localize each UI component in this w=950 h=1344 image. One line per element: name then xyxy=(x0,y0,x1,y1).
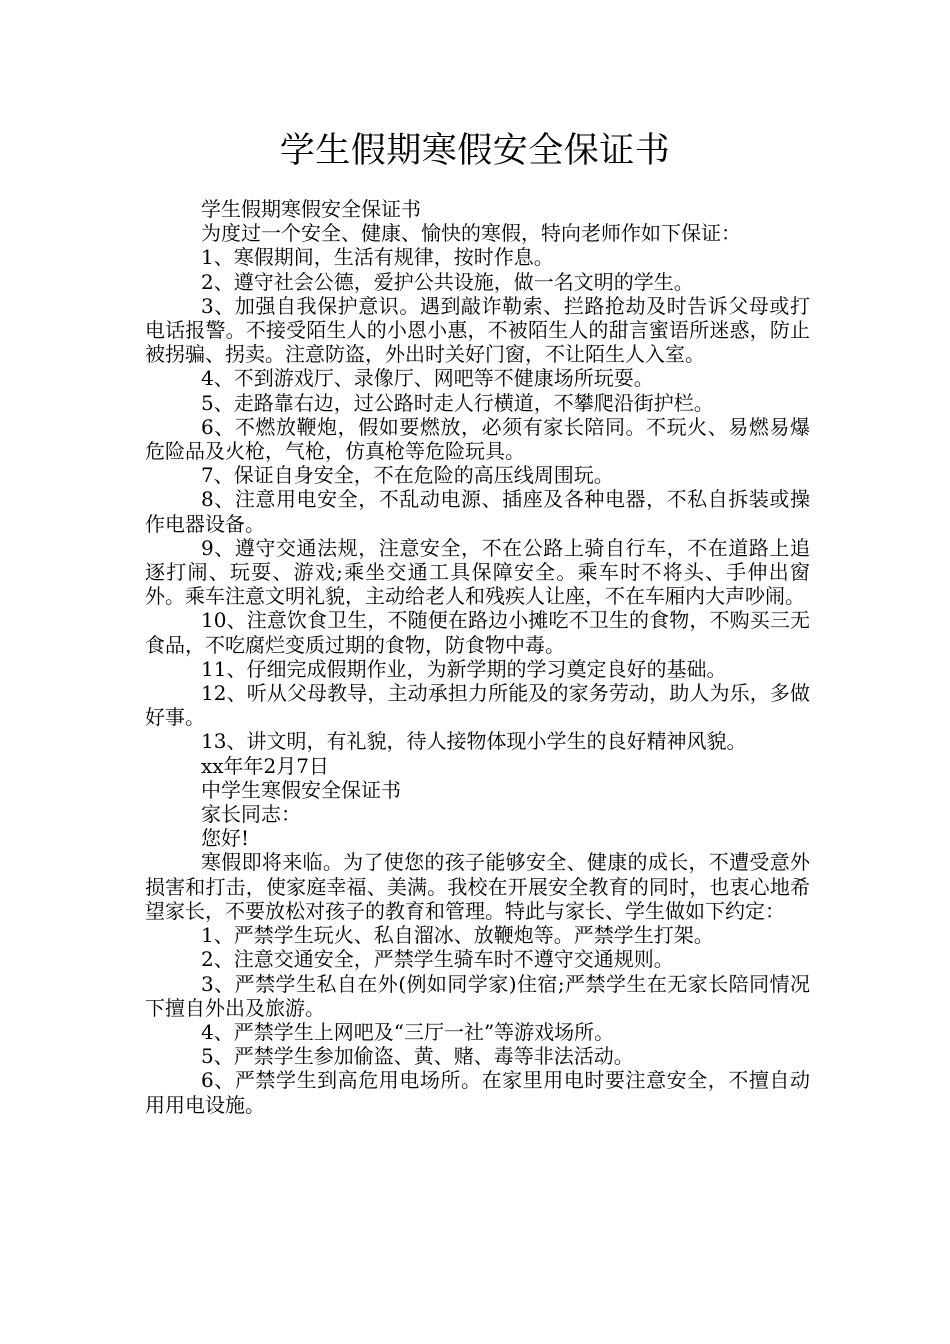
document-body xyxy=(145,197,810,1117)
paragraph: 1、严禁学生玩火、私自溜冰、放鞭炮等。严禁学生打架。 xyxy=(201,923,714,948)
document-title: 学生假期寒假安全保证书 xyxy=(279,131,671,171)
paragraph: 8、注意用电安全，不乱动电源、插座及各种电器，不私自拆装或操作电器设备。 xyxy=(145,487,810,536)
salutation: 家长同志： xyxy=(201,802,301,827)
paragraph: 5、走路靠右边，过公路时走人行横道，不攀爬沿街护栏。 xyxy=(201,390,714,415)
paragraph: 5、严禁学生参加偷盗、黄、赌、毒等非法活动。 xyxy=(201,1044,634,1069)
paragraph: 12、听从父母教导，主动承担力所能及的家务劳动，助人为乐，多做好事。 xyxy=(145,681,810,730)
paragraph: 10、注意饮食卫生，不随便在路边小摊吃不卫生的食物，不购买三无食品，不吃腐烂变质过期的食物，防食物中毒。 xyxy=(145,608,810,657)
paragraph: 1、寒假期间，生活有规律，按时作息。 xyxy=(201,245,554,270)
paragraph: 2、注意交通安全，严禁学生骑车时不遵守交通规则。 xyxy=(201,947,674,972)
paragraph: 寒假即将来临。为了使您的孩子能够安全、健康的成长，不遭受意外损害和打击，使家庭幸福、美满。我校在开展安全教育的同时，也衷心地希望家长，不要放松对孩子的教育和管理。特此与家长、学生做如下约定： xyxy=(145,850,810,923)
paragraph: 3、严禁学生私自在外(例如同学家)住宿;严禁学生在无家长陪同情况下擅自外出及旅游。 xyxy=(145,971,810,1020)
paragraph: 11、仔细完成假期作业，为新学期的学习奠定良好的基础。 xyxy=(201,656,727,681)
paragraph: 4、严禁学生上网吧及“三厅一社”等游戏场所。 xyxy=(201,1019,615,1044)
paragraph: 6、严禁学生到高危用电场所。在家里用电时要注意安全，不擅自动用用电设施。 xyxy=(145,1068,810,1117)
paragraph: 4、不到游戏厅、录像厅、网吧等不健康场所玩耍。 xyxy=(201,366,654,391)
date-line: xx年年2月7日 xyxy=(201,753,330,778)
paragraph: 7、保证自身安全，不在危险的高压线周围玩。 xyxy=(201,463,614,488)
paragraph: 9、遵守交通法规，注意安全，不在公路上骑自行车，不在道路上追逐打闹、玩耍、游戏;乘坐交通工具保障安全。乘车时不将头、手伸出窗外。乘车注意文明礼貌，主动给老人和残疾人让座，不在车厢内大声吵闹。 xyxy=(145,535,810,609)
paragraph: 学生假期寒假安全保证书 xyxy=(201,197,421,221)
paragraph: 13、讲文明，有礼貌，待人接物体现小学生的良好精神风貌。 xyxy=(201,729,747,754)
paragraph: 为度过一个安全、健康、愉快的寒假，特向老师作如下保证： xyxy=(201,221,741,246)
paragraph: 2、遵守社会公德，爱护公共设施，做一名文明的学生。 xyxy=(201,269,694,294)
greeting: 您好! xyxy=(201,826,250,851)
paragraph: 3、加强自我保护意识。遇到敲诈勒索、拦路抢劫及时告诉父母或打电话报警。不接受陌生人的小恩小惠，不被陌生人的甜言蜜语所迷惑，防止被拐骗、拐卖。注意防盗，外出时关好门窗，不让陌生人入室。 xyxy=(145,293,810,367)
section-heading: 中学生寒假安全保证书 xyxy=(201,777,401,802)
paragraph: 6、不燃放鞭炮，假如要燃放，必须有家长陪同。不玩火、易燃易爆危险品及火枪，气枪，仿真枪等危险玩具。 xyxy=(145,414,810,464)
